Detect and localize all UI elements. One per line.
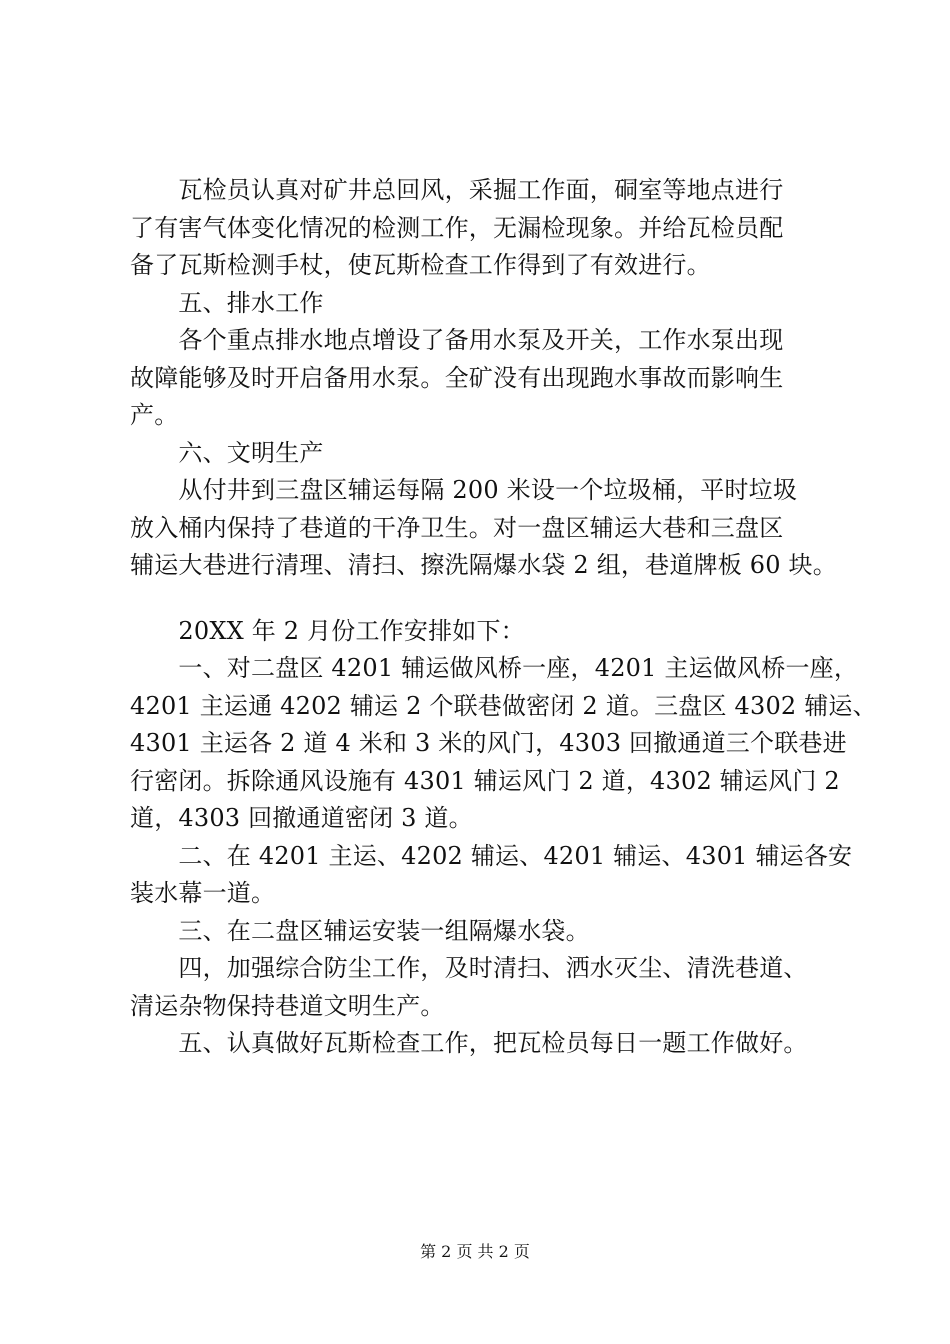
- text-line: 二、在 4201 主运、4202 辅运、4201 辅运、4301 辅运各安: [130, 841, 853, 870]
- text-line: 瓦检员认真对矿井总回风，采掘工作面，硐室等地点进行: [130, 176, 784, 204]
- text-line: 四，加强综合防尘工作，及时清扫、洒水灭尘、清洗巷道、: [130, 954, 808, 982]
- plan-heading: 20XX 年 2 月份工作安排如下：: [130, 616, 525, 645]
- document-body: [130, 172, 877, 1063]
- page-number-footer: 第 2 页 共 2 页: [420, 1242, 530, 1261]
- text-line: 4301 主运各 2 道 4 米和 3 米的风门，4303 回撤通道三个联巷进: [130, 729, 847, 757]
- text-line: 道，4303 回撤通道密闭 3 道。: [130, 804, 473, 832]
- text-line: 三、在二盘区辅运安装一组隔爆水袋。: [130, 916, 590, 945]
- text-line: 装水幕一道。: [130, 879, 276, 907]
- text-line: 各个重点排水地点增设了备用水泵及开关，工作水泵出现: [130, 326, 784, 354]
- text-line: 产。: [130, 401, 179, 429]
- text-line: 故障能够及时开启备用水泵。全矿没有出现跑水事故而影响生: [130, 363, 784, 392]
- text-line: 放入桶内保持了巷道的干净卫生。对一盘区辅运大巷和三盘区: [130, 513, 784, 542]
- section-heading: 五、排水工作: [130, 288, 324, 317]
- text-line: 清运杂物保持巷道文明生产。: [130, 991, 445, 1020]
- section-heading: 六、文明生产: [130, 438, 324, 467]
- text-line: 从付井到三盘区辅运每隔 200 米设一个垃圾桶，平时垃圾: [130, 476, 798, 504]
- text-line: 了有害气体变化情况的检测工作，无漏检现象。并给瓦检员配: [130, 213, 784, 242]
- text-line: 4201 主运通 4202 辅运 2 个联巷做密闭 2 道。三盘区 4302 辅运、: [130, 691, 877, 720]
- text-line: 五、认真做好瓦斯检查工作，把瓦检员每日一题工作做好。: [130, 1029, 808, 1057]
- text-line: 行密闭。拆除通风设施有 4301 辅运风门 2 道，4302 辅运风门 2: [130, 766, 840, 795]
- text-line: 辅运大巷进行清理、清扫、擦洗隔爆水袋 2 组，巷道牌板 60 块。: [130, 551, 837, 579]
- text-line: 一、对二盘区 4201 辅运做风桥一座，4201 主运做风桥一座，: [130, 654, 859, 682]
- text-line: 备了瓦斯检测手杖，使瓦斯检查工作得到了有效进行。: [130, 251, 711, 279]
- paragraph-gap: [130, 585, 840, 613]
